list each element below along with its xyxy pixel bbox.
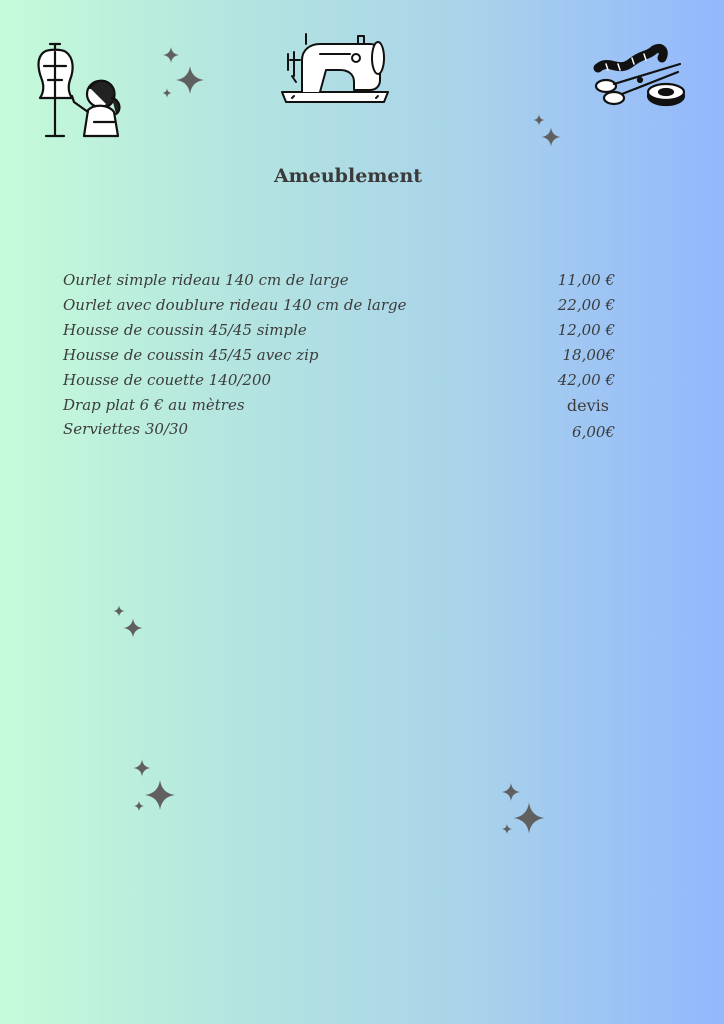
item-price: 6,00€ bbox=[572, 423, 615, 441]
sparkle-icon bbox=[502, 783, 520, 801]
item-label: Housse de couette 140/200 bbox=[63, 371, 272, 389]
sparkle-icon bbox=[163, 89, 172, 98]
sparkle-icon bbox=[124, 619, 143, 638]
item-label: Housse de coussin 45/45 simple bbox=[63, 321, 307, 339]
sparkle-icon bbox=[542, 128, 561, 147]
item-label: Ourlet simple rideau 140 cm de large bbox=[63, 271, 349, 289]
list-item bbox=[63, 268, 615, 293]
list-item bbox=[63, 418, 615, 443]
sparkle-icon bbox=[145, 780, 175, 810]
item-label: Drap plat 6 € au mètres bbox=[63, 396, 245, 414]
item-price: 18,00€ bbox=[562, 346, 615, 364]
sparkle-icon bbox=[176, 66, 204, 94]
item-price: 11,00 € bbox=[557, 271, 615, 289]
sparkle-icon bbox=[163, 47, 179, 63]
sparkle-icon bbox=[134, 801, 144, 811]
sparkle-icon bbox=[534, 115, 545, 126]
item-label: Housse de coussin 45/45 avec zip bbox=[63, 346, 319, 364]
item-price: 22,00 € bbox=[557, 296, 615, 314]
sparkle-icon bbox=[514, 803, 545, 834]
list-item bbox=[63, 393, 615, 418]
item-price: devis bbox=[566, 396, 609, 415]
list-item bbox=[63, 293, 615, 318]
item-price: 12,00 € bbox=[557, 321, 615, 339]
sparkle-icon bbox=[114, 606, 125, 617]
item-label: Serviettes 30/30 bbox=[63, 420, 189, 438]
sparkle-icon bbox=[134, 760, 151, 777]
page-title: Ameublement bbox=[273, 165, 423, 187]
list-item bbox=[63, 368, 615, 393]
list-item bbox=[63, 318, 615, 343]
price-list bbox=[63, 268, 615, 443]
sparkle-icon bbox=[502, 824, 512, 834]
item-price: 42,00 € bbox=[557, 371, 615, 389]
list-item bbox=[63, 343, 615, 368]
item-label: Ourlet avec doublure rideau 140 cm de large bbox=[63, 296, 407, 314]
